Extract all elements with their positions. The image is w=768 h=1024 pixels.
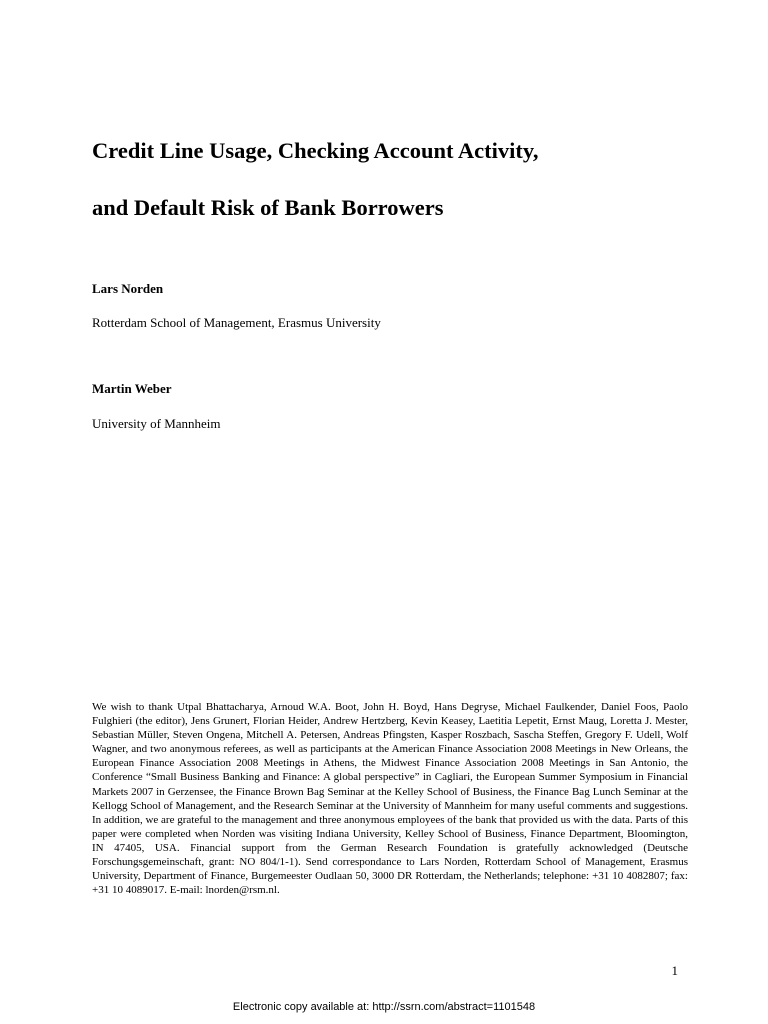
author-name-2: Martin Weber [92, 381, 172, 396]
ssrn-footer-link[interactable]: Electronic copy available at: http://ssrn.com/abstract=1101548 [232, 1001, 536, 1013]
paper-title-line-2: and Default Risk of Bank Borrowers [92, 195, 444, 220]
page-number: 1 [671, 963, 678, 978]
acknowledgement-paragraph: We wish to thank Utpal Bhattacharya, Arnoud W.A. Boot, John H. Boyd, Hans Degryse, Michael Faulkender, Daniel Foos, Paolo Fulghieri (the editor), Jens Grunert, Florian Heider, Andrew Hertzberg, Kevin Keasey, Laetitia Lepetit, Ernst Maug, Loretta J. Mester, Sebastian Müller, Steven Ongena, Mitchell A. Petersen, Andreas Pfingsten, Kasper Roszbach, Sascha Steffen, Gregory F. Udell, Wolf Wagner, and two anonymous referees, as well as participants at the American Finance Association 2008 Meetings in New Orleans, the European Finance Association 2008 Meetings in Athens, the Midwest Finance Association 2008 Meetings in San Antonio, the Conference “Small Business Banking and Finance: A global perspective” in Cagliari, the European Summer Symposium in Financial Markets 2007 in Gerzensee, the Finance Brown Bag Seminar at the Kelley School of Business, the Finance Bag Lunch Seminar at the Kellogg School of Management, and the Research Seminar at the University of Mannheim for many useful comments and suggestions. In addition, we are grateful to the management and three anonymous employees of the bank that provided us with the data. Parts of this paper were completed when Norden was visiting Indiana University, Kelley School of Business, Finance Department, Bloomington, IN 47405, USA. Financial support from the German Research Foundation is gratefully acknowledged (Deutsche Forschungsgemeinschaft, grant: NO 804/1-1). Send correspondance to Lars Norden, Rotterdam School of Management, Erasmus University, Department of Finance, Burgemeester Oudlaan 50, 3000 DR Rotterdam, the Netherlands; telephone: +31 10 4082807; fax: +31 10 4089017. E-mail: lnorden@rsm.nl. [92, 701, 688, 897]
author-affiliation-1: Rotterdam School of Management, Erasmus University [92, 315, 381, 330]
author-name-1: Lars Norden [92, 281, 164, 296]
paper-title-line-1: Credit Line Usage, Checking Account Activity, [92, 138, 539, 163]
author-affiliation-2: University of Mannheim [92, 416, 221, 431]
